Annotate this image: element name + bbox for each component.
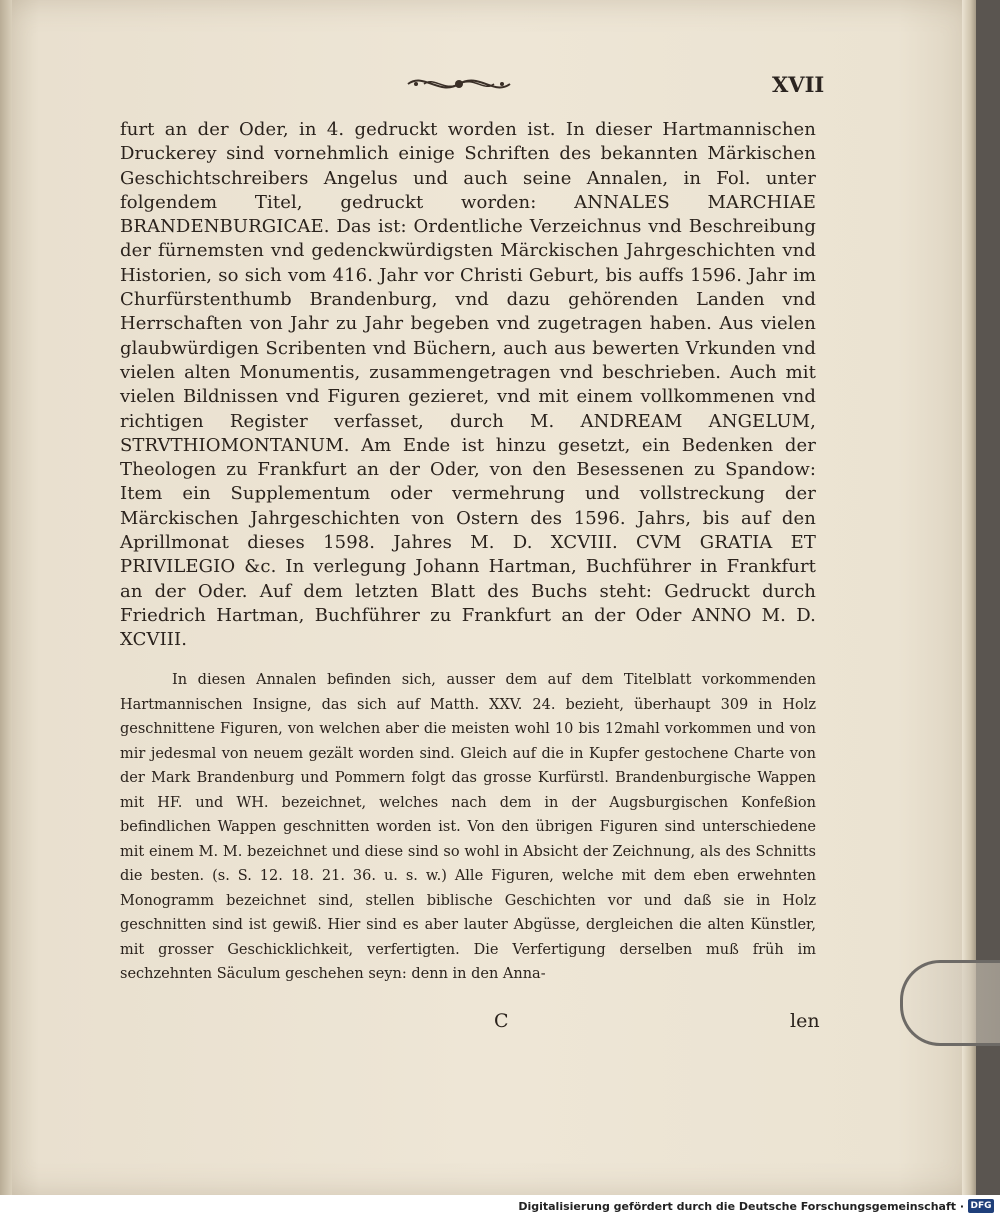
page-clip-tab <box>900 960 1000 1046</box>
catchword: len <box>790 1010 820 1032</box>
signature-mark: C <box>494 1010 509 1032</box>
dfg-logo: DFG <box>968 1199 994 1213</box>
header-ornament <box>404 70 514 98</box>
footer-bar <box>0 1195 1000 1219</box>
catchword-line <box>494 1010 820 1032</box>
footer-credit: Digitalisierung gefördert durch die Deutsche Forschungsgemeinschaft · <box>518 1200 964 1213</box>
paragraph-text: In diesen Annalen befinden sich, ausser dem auf dem Titelblatt vorkommenden Hartmannischen Insigne, das sich auf Matth. XXV. 24. bezieht, überhaupt 309 in Holz geschnittene Figuren, von welchen aber die meisten wohl 10 bis 12mahl vorkommen und von mir jedesmal von neuem gezält worden sind. Gleich auf die in Kupfer gestochene Charte von der Mark Brandenburg und Pommern folgt das grosse Kurfürstl. Brandenburgische Wappen mit HF. und WH. bezeichnet, welches nach dem in der Augsburgischen Konfeßion befindlichen Wappen geschnitten worden ist. Von den übrigen Figuren sind unterschiedene mit einem M. M. bezeichnet und diese sind so wohl in Absicht der Zeichnung, als des Schnitts die besten. (s. S. 12. 18. 21. 36. u. s. w.) Alle Figuren, welche mit dem eben erwehnten Monogramm bezeichnet sind, stellen biblische Geschichten vor und daß sie in Holz geschnitten sind ist gewiß. Hier sind es aber lauter Abgüsse, dergleichen die alten Künstler, mit grosser Geschicklichkeit, verfertigten. Die Verfertigung derselben muß früh im sechzehnten Säculum geschehen seyn: denn in den Anna- <box>120 672 816 982</box>
body-paragraph-1 <box>120 118 816 653</box>
page-number: XVII <box>772 72 825 97</box>
paragraph-text: furt an der Oder, in 4. gedruckt worden ist. In dieser Hartmannischen Druckerey sind vornehmlich einige Schriften des bekannten Märkischen Geschichtschreibers Angelus und auch seine Annalen, in Fol. unter folgendem Titel, gedruckt worden: ANNALES MARCHIAE BRANDENBURGICAE. Das ist: Ordentliche Verzeichnus vnd Beschreibung der fürnemsten vnd gedenckwürdigsten Märckischen Jahrgeschichten vnd Historien, so sich vom 416. Jahr vor Christi Geburt, bis auffs 1596. Jahr im Churfürstenthumb Brandenburg, vnd dazu gehörenden Landen vnd Herrschaften von Jahr zu Jahr begeben vnd zugetragen haben. Aus vielen glaubwürdigen Scribenten vnd Büchern, auch aus bewerten Vrkunden vnd vielen alten Monumentis, zusammengetragen vnd beschrieben. Auch mit vielen Bildnissen vnd Figuren gezieret, vnd mit einem vollkommenen vnd richtigen Register verfasset, durch M. ANDREAM ANGELUM, STRVTHIOMONTANUM. Am Ende ist hinzu gesetzt, ein Bedenken der Theologen zu Frankfurt an der Oder, von den Besessenen zu Spandow: Item ein Supplementum oder vermehrung und vollstreckung der Märckischen Jahrgeschichten von Ostern des 1596. Jahrs, bis auf den Aprillmonat dieses 1598. Jahres M. D. XCVIII. CVM GRATIA ET PRIVILEGIO &c. In verlegung Johann Hartman, Buchführer in Frankfurt an der Oder. Auf dem letzten Blatt des Buchs steht: Gedruckt durch Friedrich Hartman, Buchführer zu Frankfurt an der Oder ANNO M. D. XCVIII. <box>120 119 816 651</box>
page-gutter <box>0 0 12 1195</box>
body-paragraph-2 <box>120 668 816 987</box>
